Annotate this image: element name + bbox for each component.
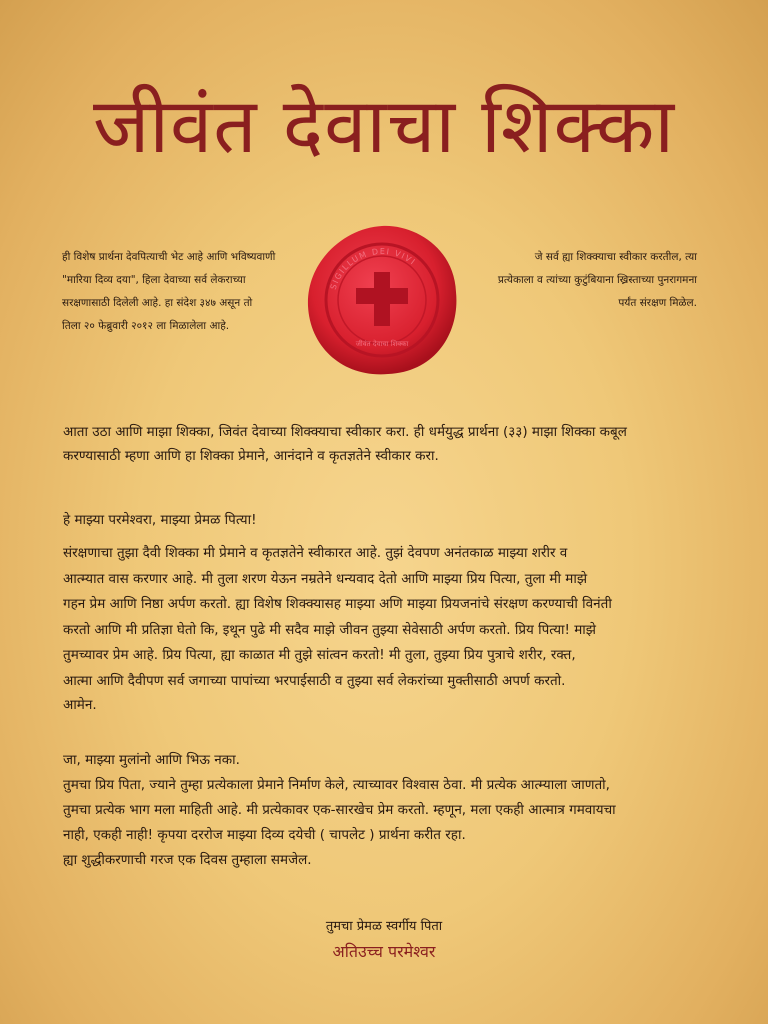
amen: आमेन.	[63, 697, 97, 713]
closing-line: तुमचा प्रिय पिता, ज्याने तुम्हा प्रत्येकाला प्रेमाने निर्माण केले, त्याच्यावर विश्वास ठेवा. मी प्रत्येक आत्म्याला जाणतो,	[63, 777, 610, 793]
right-note-line: जे सर्व ह्या शिक्क्याचा स्वीकार करतील, त्या	[534, 251, 697, 263]
prayer-line: करतो आणि मी प्रतिज्ञा घेतो कि, इथून पुढे मी सदैव माझे जीवन तुझ्या सेवेसाठी अर्पण करतो. प्रिय पित्या! माझे	[63, 621, 597, 638]
closing-line: जा, माझ्या मुलांनो आणि भिऊ नका.	[63, 752, 240, 768]
prayer-line: आत्मा आणि दैवीपण सर्व जगाच्या पापांच्या भरपाईसाठी व तुझ्या सर्व लेकरांच्या मुक्तीसाठी अपर्ण करतो.	[63, 672, 566, 689]
wax-seal-icon	[304, 222, 460, 378]
closing-line: ह्या शुद्धीकरणाची गरज एक दिवस तुम्हाला समजेल.	[63, 852, 312, 868]
right-note-line: पर्यंत संरक्षण मिळेल.	[618, 297, 697, 309]
left-note-line: "मारिया दिव्य दया", हिला देवाच्या सर्व लेकराच्या	[62, 274, 246, 286]
page-title: जीवंत देवाचा शिक्का	[92, 81, 676, 170]
left-note-line: तिला २० फेब्रुवारी २०१२ ला मिळालेला आहे.	[62, 320, 230, 332]
seal-bottom-text: जीवंत देवाचा शिक्का	[355, 340, 409, 348]
closing-line: नाही, एकही नाही! कृपया दररोज माझ्या दिव्य दयेची ( चापलेट ) प्रार्थना करीत रहा.	[63, 827, 466, 843]
intro-line: आता उठा आणि माझा शिक्का, जिवंत देवाच्या शिक्क्याचा स्वीकार करा. ही धर्मयुद्ध प्रार्थना (३३) माझा शिक्का कबूल	[63, 424, 627, 440]
prayer-line: आत्म्यात वास करणार आहे. मी तुला शरण येऊन नम्रतेने धन्यवाद देतो आणि माझ्या प्रिय पित्या, तुला मी माझे	[63, 570, 588, 587]
prayer-line: गहन प्रेम आणि निष्ठा अर्पण करतो. ह्या विशेष शिक्क्यासह माझ्या अणि माझ्या प्रियजनांचे संरक्षण करण्याची विनंती	[63, 596, 612, 612]
seal-top-text: SIGILLUM DEI VIVI	[328, 246, 418, 291]
signature-line: तुमचा प्रेमळ स्वर्गीय पिता	[325, 919, 443, 934]
signature-name: अतिउच्च परमेश्वर	[332, 942, 436, 961]
left-note-line: सरक्षणासाठी दिलेली आहे. हा संदेश ३४७ असून तो	[62, 297, 253, 309]
prayer-line: तुमच्यावर प्रेम आहे. प्रिय पित्या, ह्या काळात मी तुझे सांत्वन करतो! मी तुला, तुझ्या प्रिय पुत्राचे शरीर, रक्त,	[63, 647, 576, 663]
left-note	[62, 246, 302, 338]
intro-paragraph	[63, 420, 723, 468]
prayer-line: संरक्षणाचा तुझा दैवी शिक्का मी प्रेमाने व कृतज्ञतेने स्वीकारत आहे. तुझं देवपण अनंतकाळ माझ्या शरीर व	[63, 545, 568, 561]
right-note-line: प्रत्येकाला व त्यांच्या कुटुंबियाना ख्रिस्ताच्या पुनरागमना	[497, 274, 697, 286]
left-note-line: ही विशेष प्रार्थना देवपित्याची भेट आहे आणि भविष्यवाणी	[62, 251, 276, 263]
right-note	[452, 246, 697, 315]
greeting: हे माझ्या परमेश्वरा, माझ्या प्रेमळ पित्या!	[63, 512, 257, 528]
prayer-paragraph	[63, 541, 723, 694]
intro-line: करण्यासाठी म्हणा आणि हा शिक्का प्रेमाने, आनंदाने व कृतज्ञतेने स्वीकार करा.	[63, 448, 439, 464]
closing-paragraph	[63, 748, 723, 873]
closing-line: तुमचा प्रत्येक भाग मला माहिती आहे. मी प्रत्येकावर एक-सारखेच प्रेम करतो. म्हणून, मला एकही आत्मात्र गमवायचा	[63, 802, 616, 818]
